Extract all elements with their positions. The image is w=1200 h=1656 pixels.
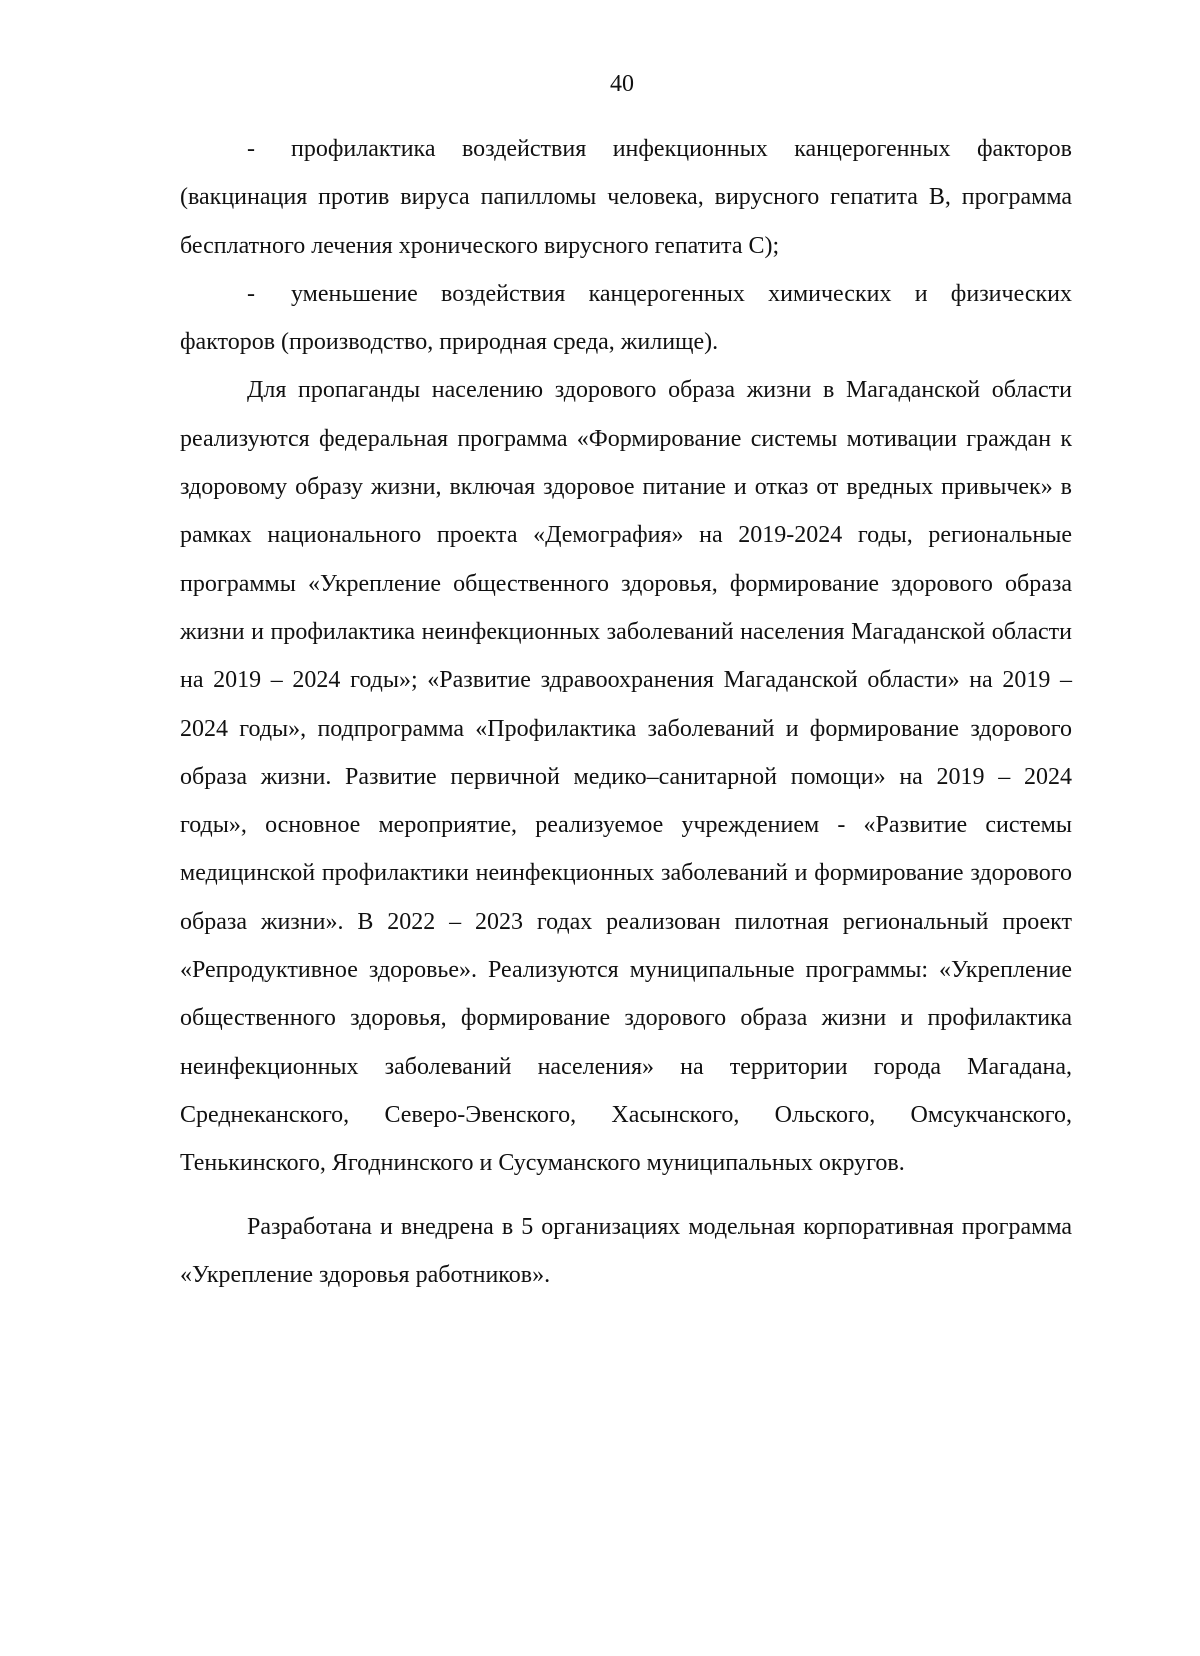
bullet-dash: - bbox=[247, 136, 255, 162]
bullet-item-chemical-factors bbox=[180, 270, 1072, 367]
page-body bbox=[180, 125, 1072, 1299]
bullet-text: профилактика воздействия инфекционных канцерогенных факторов (вакцинация против вируса папилломы человека, вирусного гепатита В, программа бесплатного лечения хронического вирусного гепатита С); bbox=[180, 136, 1072, 259]
page-number: 40 bbox=[610, 71, 634, 97]
bullet-dash: - bbox=[247, 280, 255, 307]
paragraph-programs: Для пропаганды населению здорового образа жизни в Магаданской области реализуются федеральная программа «Формирование системы мотивации граждан к здоровому образу жизни, включая здоровое питание и отказ от вредных привычек» в рамках национального проекта «Демография» на 2019-2024 годы, региональные программы «Укрепление общественного здоровья, формирование здорового образа жизни и профилактика неинфекционных заболеваний населения Магаданской области на 2019 – 2024 годы»; «Развитие здравоохранения Магаданской области» на 2019 – 2024 годы», подпрограмма «Профилактика заболеваний и формирование здорового образа жизни. Развитие первичной медико–санитарной помощи» на 2019 – 2024 годы», основное мероприятие, реализуемое учреждением - «Развитие системы медицинской профилактики неинфекционных заболеваний и формирование здорового образа жизни». В 2022 – 2023 годах реализован пилотная региональный проект «Репродуктивное здоровье». Реализуются муниципальные программы: «Укрепление общественного здоровья, формирование здорового образа жизни и профилактика неинфекционных заболеваний населения» на территории города Магадана, Среднеканского, Северо-Эвенского, Хасынского, Ольского, Омсукчанского, Тенькинского, Ягоднинского и Сусуманского муниципальных округов. bbox=[180, 377, 1072, 1177]
paragraph-corporate-program: Разработана и внедрена в 5 организациях модельная корпоративная программа «Укрепление здоровья работников». bbox=[180, 1213, 1072, 1288]
bullet-item-vaccination bbox=[180, 125, 1072, 270]
bullet-text: уменьшение воздействия канцерогенных химических и физических факторов (производство, природная среда, жилище). bbox=[180, 280, 1072, 356]
